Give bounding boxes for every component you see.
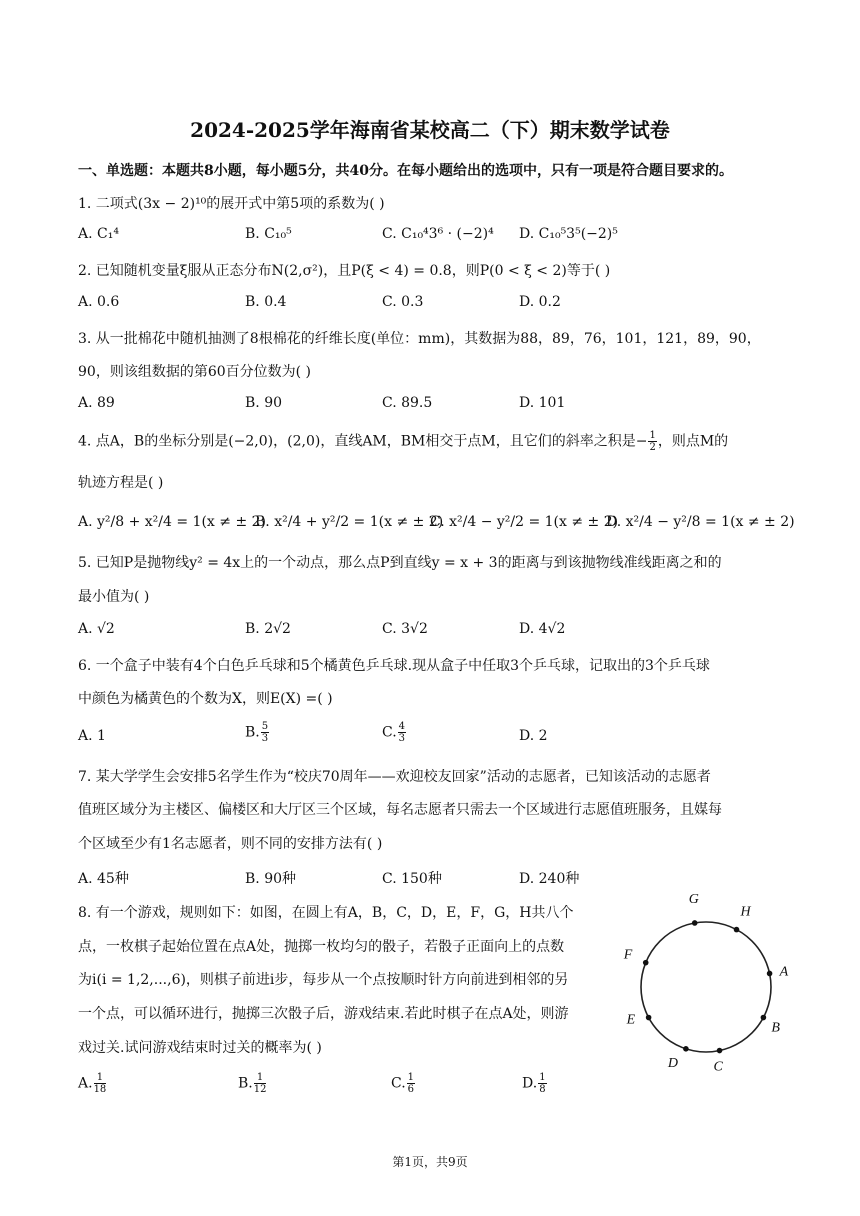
q3-option-a: A. 89 bbox=[78, 395, 115, 411]
q8-d-fraction bbox=[538, 1072, 546, 1095]
q5-option-c: C. 3√2 bbox=[382, 621, 428, 637]
question-5-stem-line2: 最小值为( ) bbox=[78, 589, 150, 605]
question-8-stem-line3: 为i(i = 1,2,...,6)，则棋子前进i步，每步从一个点按顺时针方向前进到相邻的另 bbox=[78, 972, 569, 988]
point-f-label: F bbox=[623, 947, 633, 963]
q6-c-den: 3 bbox=[398, 733, 406, 744]
q6-option-d: D. 2 bbox=[519, 728, 548, 744]
point-d-dot bbox=[683, 1046, 689, 1052]
question-8-stem-line5: 戏过关.试问游戏结束时过关的概率为( ) bbox=[78, 1040, 322, 1056]
q8-a-den: 18 bbox=[93, 1084, 107, 1095]
point-d-label: D bbox=[667, 1055, 679, 1071]
q8-a-fraction bbox=[94, 1072, 107, 1095]
q8-b-fraction bbox=[254, 1072, 267, 1095]
q8-option-b: B. $\frac{1}{12}$ bbox=[238, 1072, 267, 1095]
question-7-stem-line2: 值班区域分为主楼区、偏楼区和大厅区三个区域，每名志愿者只需去一个区域进行志愿值班服务，且媒每 bbox=[78, 802, 722, 818]
question-5-stem-line1: 5. 已知P是抛物线y² = 4x上的一个动点，那么点P到直线y = x + 3的距离与到该抛物线准线距离之和的 bbox=[78, 555, 722, 571]
question-4-stem-line2: 轨迹方程是( ) bbox=[78, 475, 164, 491]
q8-a-num: 1 bbox=[94, 1072, 107, 1084]
q6-c-num: 4 bbox=[398, 721, 406, 732]
question-7-stem-line1: 7. 某大学学生会安排5名学生作为“校庆70周年——欢迎校友回家”活动的志愿者，已知该活动的志愿者 bbox=[78, 769, 711, 785]
point-g-label: G bbox=[688, 891, 699, 907]
q6-option-c: C. $\frac{4}{3}$ bbox=[382, 721, 406, 744]
q4-frac-num: 1 bbox=[649, 430, 656, 441]
question-8-stem-line4: 一个点，可以循环进行，抛掷三次骰子后，游戏结束.若此时棋子在点A处，则游 bbox=[78, 1006, 569, 1022]
question-4-stem-line1 bbox=[78, 430, 728, 453]
point-a-label: A bbox=[779, 964, 789, 980]
question-3-stem-line1: 3. 从一批棉花中随机抽测了8根棉花的纤维长度(单位：mm)，其数据为88，89，76，101，121，89，90， bbox=[78, 331, 761, 347]
question-3-stem-line2: 90，则该组数据的第60百分位数为( ) bbox=[78, 364, 312, 380]
q1-option-d: D. C₁₀⁵3⁵(−2)⁵ bbox=[519, 226, 618, 242]
q8-d-den: 8 bbox=[539, 1084, 546, 1095]
question-8-stem-line1: 8. 有一个游戏，规则如下：如图，在圆上有A，B，C，D，E，F，G，H共八个 bbox=[78, 905, 574, 921]
circle-outline bbox=[641, 922, 771, 1052]
q7-option-b: B. 90种 bbox=[245, 871, 297, 887]
circle-figure bbox=[616, 891, 789, 1075]
q3-option-d: D. 101 bbox=[519, 395, 566, 411]
question-2-stem: 2. 已知随机变量ξ服从正态分布N(2,σ²)，且P(ξ < 4) = 0.8，则P(0 < ξ < 2)等于( ) bbox=[78, 263, 611, 279]
q8-b-num: 1 bbox=[254, 1072, 267, 1084]
q3-option-c: C. 89.5 bbox=[382, 395, 433, 411]
q1-option-b: B. C₁₀⁵ bbox=[245, 226, 292, 242]
q5-option-d: D. 4√2 bbox=[519, 621, 566, 637]
q8-option-c: C. $\frac{1}{6}$ bbox=[391, 1072, 415, 1095]
q8-option-a: A. $\frac{1}{18}$ bbox=[78, 1072, 107, 1095]
point-h-label: H bbox=[740, 904, 751, 920]
question-6-stem-line2: 中颜色为橘黄色的个数为X，则E(X) =( ) bbox=[78, 691, 333, 707]
question-8-stem-line2: 点，一枚棋子起始位置在点A处，抛掷一枚均匀的骰子，若骰子正面向上的点数 bbox=[78, 939, 565, 955]
q8-c-fraction bbox=[407, 1072, 415, 1095]
q2-option-b: B. 0.4 bbox=[245, 294, 287, 310]
q2-option-a: A. 0.6 bbox=[78, 294, 120, 310]
q6-option-b: B. $\frac{5}{3}$ bbox=[245, 721, 269, 744]
point-g-dot bbox=[692, 920, 698, 926]
question-7-stem-line3: 个区域至少有1名志愿者，则不同的安排方法有( ) bbox=[78, 836, 383, 852]
q4-fraction bbox=[648, 430, 656, 453]
q7-option-c: C. 150种 bbox=[382, 871, 442, 887]
point-c-label: C bbox=[713, 1059, 723, 1075]
point-e-dot bbox=[646, 1015, 652, 1021]
q7-option-d: D. 240种 bbox=[519, 871, 580, 887]
q7-option-a: A. 45种 bbox=[78, 871, 129, 887]
question-6-stem-line1: 6. 一个盒子中装有4个白色乒乓球和5个橘黄色乒乓球.现从盒子中任取3个乒乓球，记取出的3个乒乓球 bbox=[78, 658, 710, 674]
q1-option-c: C. C₁₀⁴3⁶ · (−2)⁴ bbox=[382, 226, 494, 242]
point-c-dot bbox=[717, 1048, 723, 1054]
q4-stem-part1: 4. 点A，B的坐标分别是(−2,0)，(2,0)，直线AM，BM相交于点M，且它们的斜率之积是− bbox=[78, 433, 648, 450]
point-f-dot bbox=[643, 960, 649, 966]
q8-d-num: 1 bbox=[539, 1072, 546, 1083]
q3-option-b: B. 90 bbox=[245, 395, 283, 411]
q2-option-d: D. 0.2 bbox=[519, 294, 561, 310]
q5-option-b: B. 2√2 bbox=[245, 621, 291, 637]
q4-frac-den: 2 bbox=[649, 442, 656, 453]
q4-option-c: C. x²/4 − y²/2 = 1(x ≠ ± 2) bbox=[430, 514, 619, 530]
page-title: 2024-2025学年海南省某校高二（下）期末数学试卷 bbox=[190, 118, 670, 142]
q8-option-d: D. $\frac{1}{8}$ bbox=[522, 1072, 546, 1095]
q4-option-a: A. y²/8 + x²/4 = 1(x ≠ ± 2) bbox=[78, 514, 266, 530]
point-a-dot bbox=[767, 971, 773, 977]
q1-option-a: A. C₁⁴ bbox=[78, 226, 119, 242]
q6-option-a: A. 1 bbox=[78, 728, 106, 744]
q8-b-den: 12 bbox=[253, 1084, 267, 1095]
point-h-dot bbox=[734, 927, 740, 933]
point-b-label: B bbox=[771, 1020, 780, 1036]
q8-c-den: 6 bbox=[407, 1084, 415, 1095]
q6-c-fraction bbox=[398, 721, 406, 744]
point-b-dot bbox=[761, 1015, 767, 1021]
q4-option-b: B. x²/4 + y²/2 = 1(x ≠ ± 2) bbox=[255, 514, 444, 530]
question-1-stem: 1. 二项式(3x − 2)¹⁰的展开式中第5项的系数为( ) bbox=[78, 196, 385, 212]
section-heading: 一、单选题：本题共8小题，每小题5分，共40分。在每小题给出的选项中，只有一项是符合题目要求的。 bbox=[78, 163, 733, 179]
q4-stem-part2: ，则点M的 bbox=[657, 433, 729, 450]
q6-b-den: 3 bbox=[261, 733, 269, 744]
q5-option-a: A. √2 bbox=[78, 621, 115, 637]
page-footer: 第1页，共9页 bbox=[392, 1155, 468, 1169]
q6-b-num: 5 bbox=[261, 721, 269, 732]
q6-b-fraction bbox=[261, 721, 269, 744]
point-e-label: E bbox=[626, 1012, 636, 1028]
q4-option-d: D. x²/4 − y²/8 = 1(x ≠ ± 2) bbox=[606, 514, 795, 530]
q8-c-num: 1 bbox=[407, 1072, 415, 1083]
q2-option-c: C. 0.3 bbox=[382, 294, 424, 310]
